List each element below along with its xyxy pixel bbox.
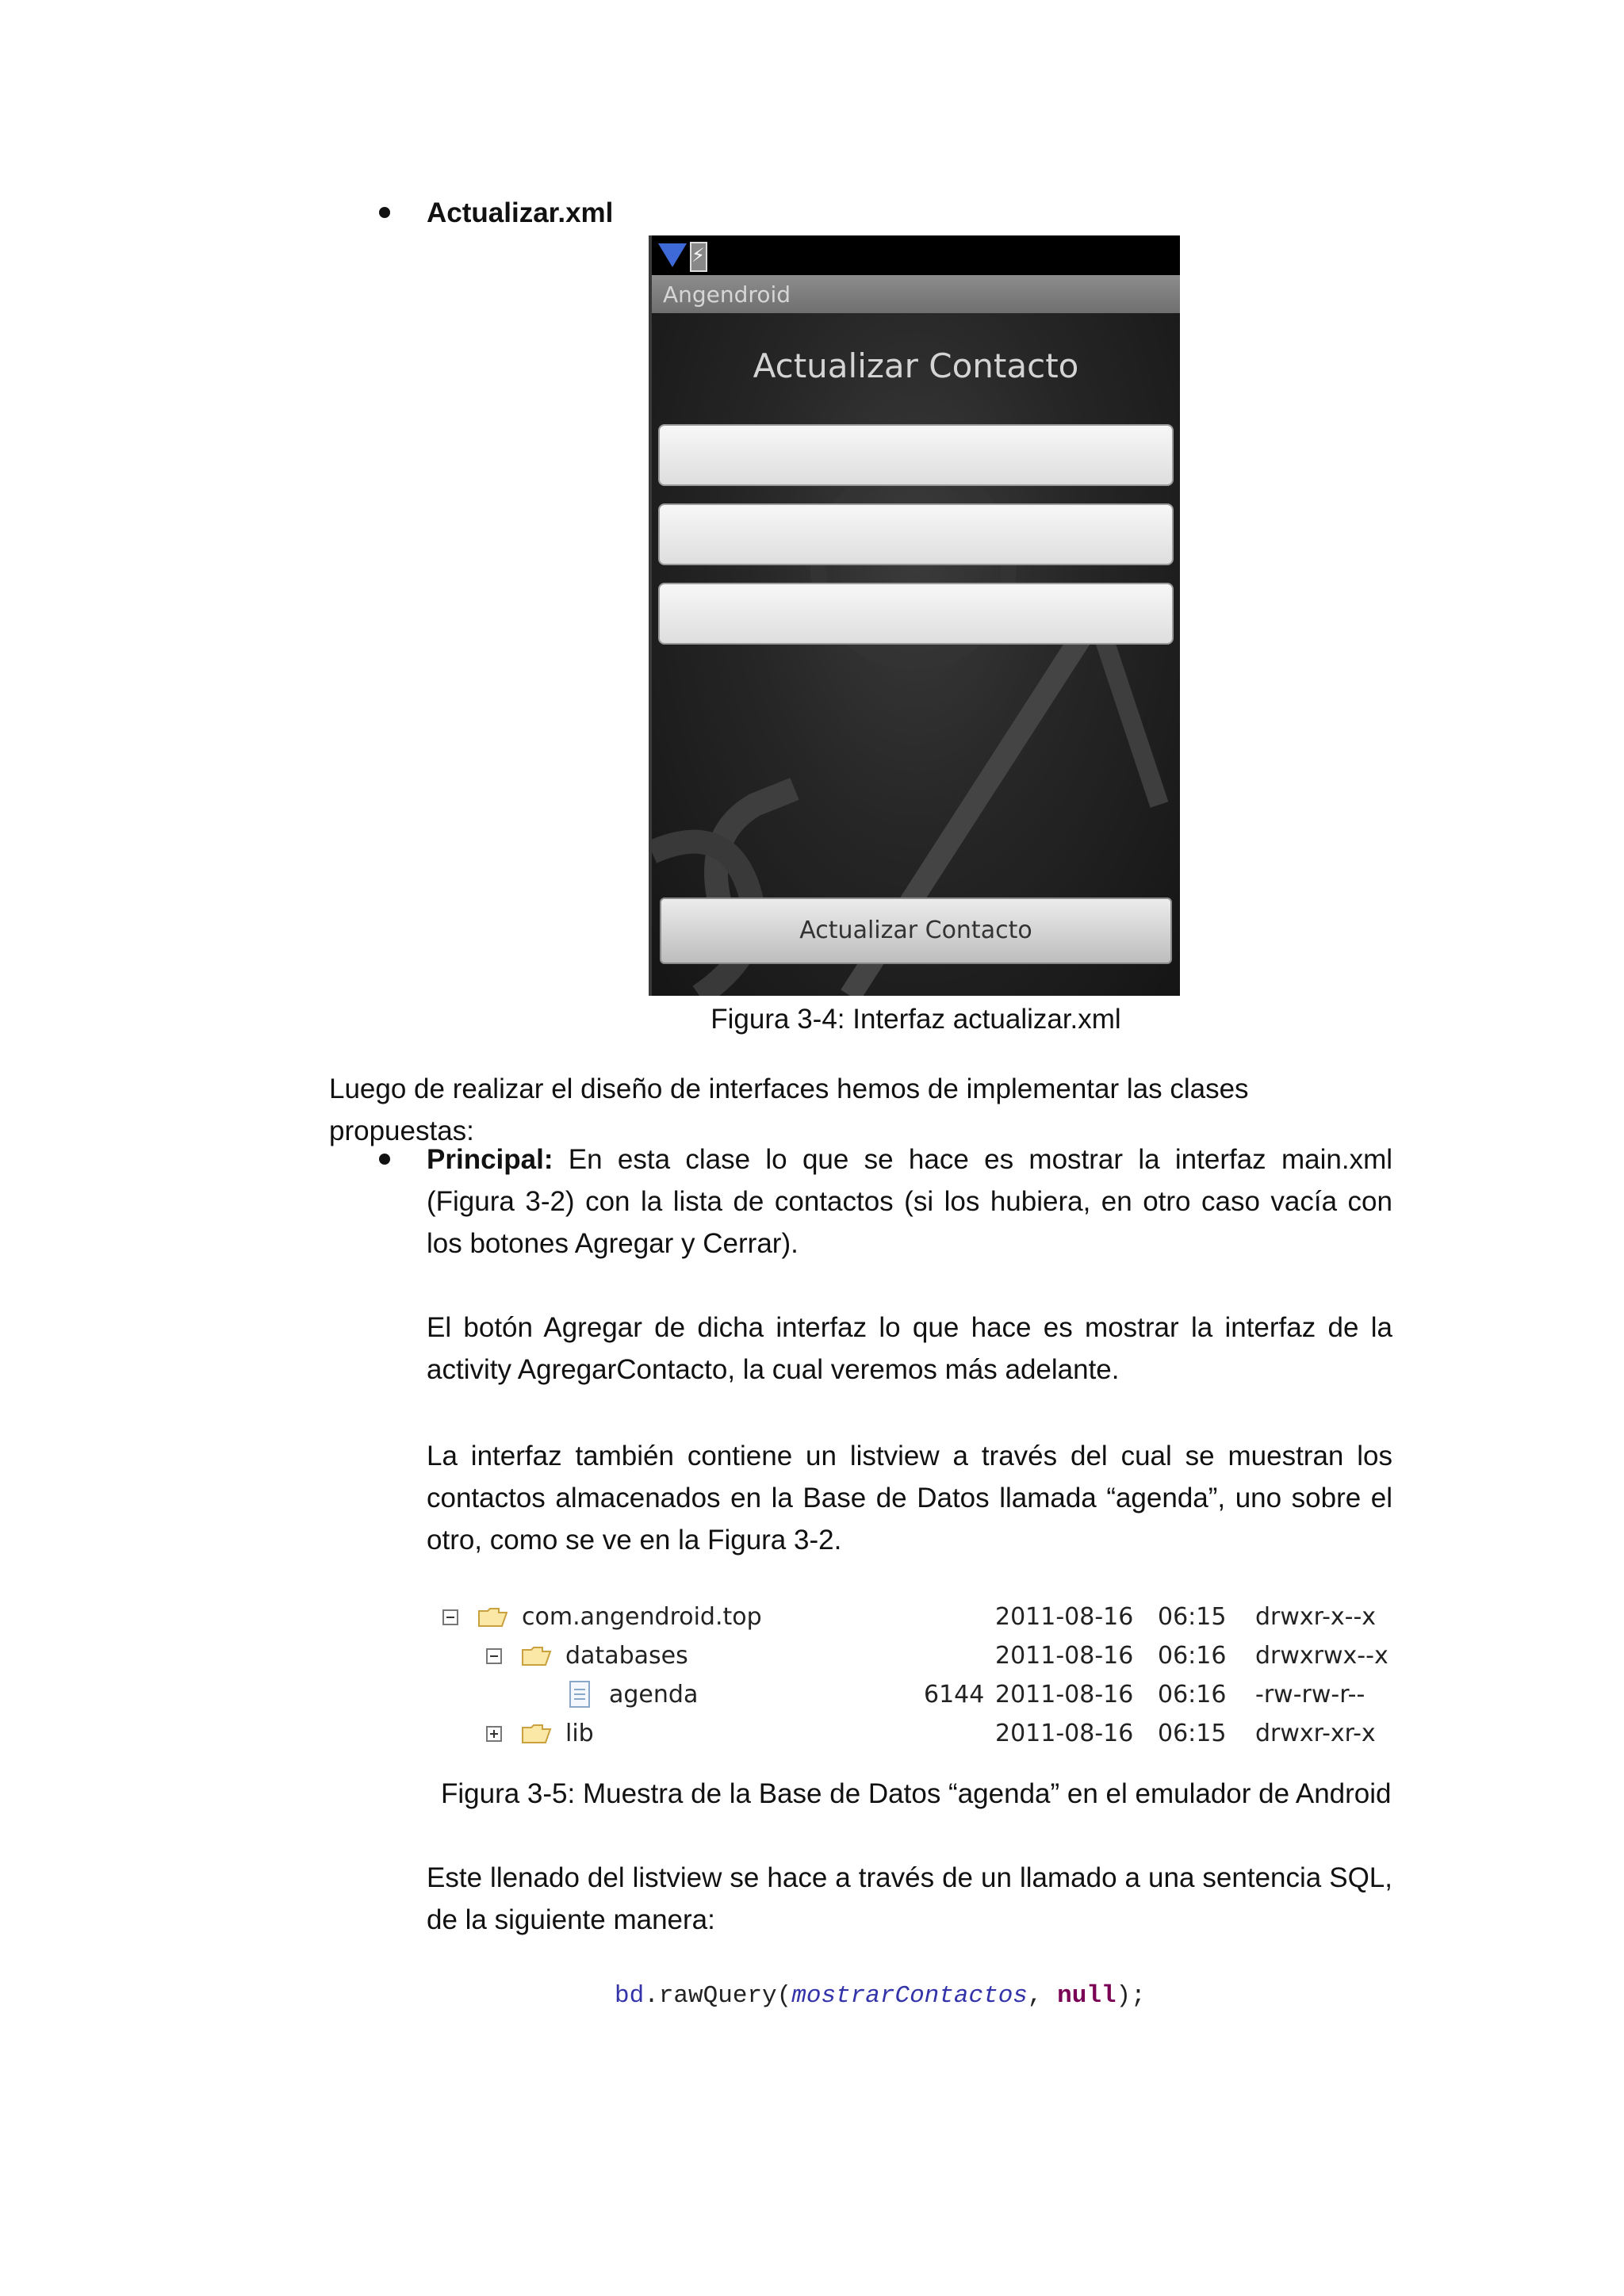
code-snippet [615,1982,1146,2010]
listview-description-paragraph: La interfaz también contiene un listview a través del cual se muestran los contactos almacenados en la Base de Datos llamada “agenda”, uno sobre el otro, como se ve en la Figura 3-2. [427,1441,1392,1556]
code-keyword: null [1057,1982,1116,2010]
email-field[interactable] [658,583,1174,645]
figure-4-caption: Figura 3-4: Interfaz actualizar.xml [710,1004,1121,1035]
open-folder-icon [522,1724,552,1743]
principal-paragraph [427,1138,1392,1265]
code-method: .rawQuery( [644,1982,792,2010]
tree-row[interactable] [440,1718,1392,1758]
signal-icon [658,243,687,267]
bullet-dot [379,207,390,218]
charging-icon: ⚡ [691,244,705,266]
update-contact-button[interactable]: Actualizar Contacto [660,897,1172,964]
name-field[interactable] [658,424,1174,486]
file-icon [569,1681,590,1708]
code-end: ); [1116,1982,1146,2010]
agregar-paragraph: El botón Agregar de dicha interfaz lo que hace es mostrar la interfaz de la activity AgregarContacto, la cual veremos más adelante. [427,1312,1392,1385]
principal-text: En esta clase lo que se hace es mostrar la interfaz main.xml (Figura 3-2) con la lista de contactos (si los hubiera, en otro caso vacía con los botones Agregar y Cerrar). [427,1144,1392,1259]
tree-item-time: 06:16 [1158,1642,1227,1670]
code-argument: mostrarContactos [791,1982,1028,2010]
expand-icon[interactable] [486,1726,502,1742]
principal-term: Principal: [427,1144,553,1175]
tree-item-name: databases [565,1642,688,1670]
tree-item-date: 2011-08-16 [995,1642,1134,1670]
app-title-bar [652,275,1180,313]
screen-heading: Actualizar Contacto [753,346,1079,385]
open-folder-icon [478,1608,508,1627]
tree-item-name: lib [565,1720,594,1747]
tree-item-date: 2011-08-16 [995,1603,1134,1631]
tree-row[interactable] [440,1640,1392,1680]
tree-row[interactable] [440,1679,1392,1719]
tree-row[interactable] [440,1601,1392,1641]
collapse-icon[interactable] [486,1648,502,1664]
code-object: bd [615,1982,645,2010]
section-bullet-heading: Actualizar.xml [427,197,614,228]
app-title: Angendroid [663,281,791,308]
code-separator: , [1027,1982,1058,2010]
tree-item-size: 6144 [924,1681,985,1709]
collapse-icon[interactable] [442,1609,458,1625]
tree-item-name: agenda [609,1681,699,1709]
tree-item-date: 2011-08-16 [995,1681,1134,1709]
phone-field[interactable] [658,503,1174,565]
tree-item-permissions: -rw-rw-r-- [1255,1681,1365,1709]
tree-item-permissions: drwxr-xr-x [1255,1720,1376,1747]
tree-item-permissions: drwxr-x--x [1255,1603,1377,1631]
file-explorer-figure [440,1601,1392,1768]
tree-item-name: com.angendroid.top [522,1603,762,1631]
android-wallpaper-art [652,313,1180,996]
tree-item-time: 06:15 [1158,1603,1227,1631]
tree-item-time: 06:15 [1158,1720,1227,1747]
wallpaper-background [652,313,1180,996]
listview-fill-paragraph: Este llenado del listview se hace a través de un llamado a una sentencia SQL, de la siguiente manera: [427,1862,1392,1935]
tree-item-permissions: drwxrwx--x [1255,1642,1388,1670]
intro-paragraph: Luego de realizar el diseño de interfaces hemos de implementar las clases propuestas: [329,1073,1249,1146]
figure-5-caption: Figura 3-5: Muestra de la Base de Datos “agenda” en el emulador de Android [441,1778,1392,1809]
open-folder-icon [522,1647,552,1666]
android-screenshot [649,235,1180,996]
tree-item-time: 06:16 [1158,1681,1227,1709]
bullet-dot [379,1154,390,1165]
status-bar [652,235,1180,275]
tree-item-date: 2011-08-16 [995,1720,1134,1747]
